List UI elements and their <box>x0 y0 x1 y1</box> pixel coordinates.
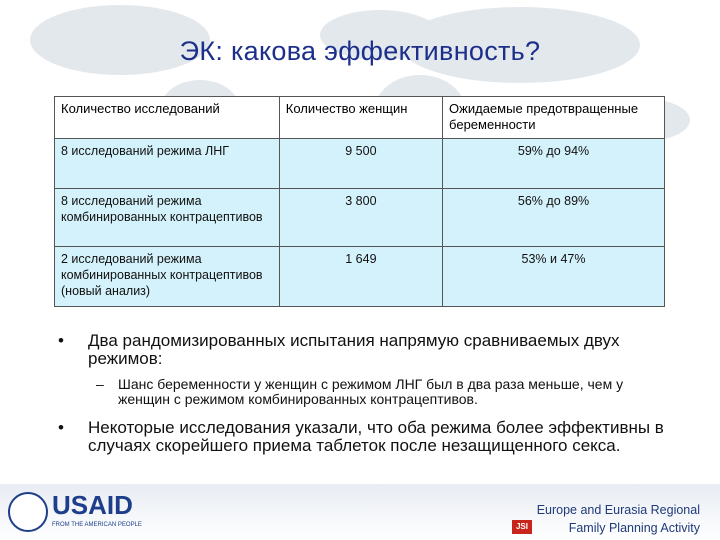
bullet-icon: • <box>58 417 64 437</box>
project-name-line2: Family Planning Activity <box>568 521 700 535</box>
cell-studies: 8 исследований режима ЛНГ <box>55 138 280 188</box>
cell-prevented: 56% до 89% <box>443 188 665 246</box>
sub-bullet-item <box>58 377 678 407</box>
header-women: Количество женщин <box>279 97 442 139</box>
cell-prevented: 59% до 94% <box>443 138 665 188</box>
bullet-text: Некоторые исследования указали, что оба режима более эффективны в случаях скорейшего приема таблеток после незащищенного секса. <box>88 417 664 456</box>
bullet-icon: • <box>58 331 64 350</box>
header-prevented: Ожидаемые предотвращенные беременности <box>443 97 665 139</box>
cell-women: 9 500 <box>279 138 442 188</box>
jsi-logo: JSI <box>512 520 532 534</box>
usaid-logo: USAID <box>52 490 133 520</box>
usaid-tagline: FROM THE AMERICAN PEOPLE <box>52 522 142 528</box>
bullet-text: Два рандомизированных испытания напрямую сравниваемых двух режимов: <box>88 331 620 369</box>
cell-studies: 2 исследований режима комбинированных контрацептивов (новый анализ) <box>55 246 280 306</box>
bullet-item <box>58 419 678 456</box>
cell-women: 3 800 <box>279 188 442 246</box>
header-studies: Количество исследований <box>55 97 280 139</box>
cell-prevented: 53% и 47% <box>443 246 665 306</box>
usaid-seal-icon <box>8 492 48 532</box>
cell-women: 1 649 <box>279 246 442 306</box>
bullet-item <box>58 332 678 369</box>
bullet-list <box>58 332 678 464</box>
efficacy-table <box>54 96 665 307</box>
sub-bullet-text: Шанс беременности у женщин с режимом ЛНГ был в два раза меньше, чем у женщин с режимом комбинированных контрацептивов. <box>118 375 624 407</box>
table-row <box>55 246 665 306</box>
dash-icon: – <box>96 375 104 392</box>
table-row <box>55 188 665 246</box>
slide-title: ЭК: какова эффективность? <box>179 36 541 66</box>
cell-studies: 8 исследований режима комбинированных контрацептивов <box>55 188 280 246</box>
table-header-row <box>55 97 665 139</box>
project-name-line1: Europe and Eurasia Regional <box>536 503 700 517</box>
table-row <box>55 138 665 188</box>
